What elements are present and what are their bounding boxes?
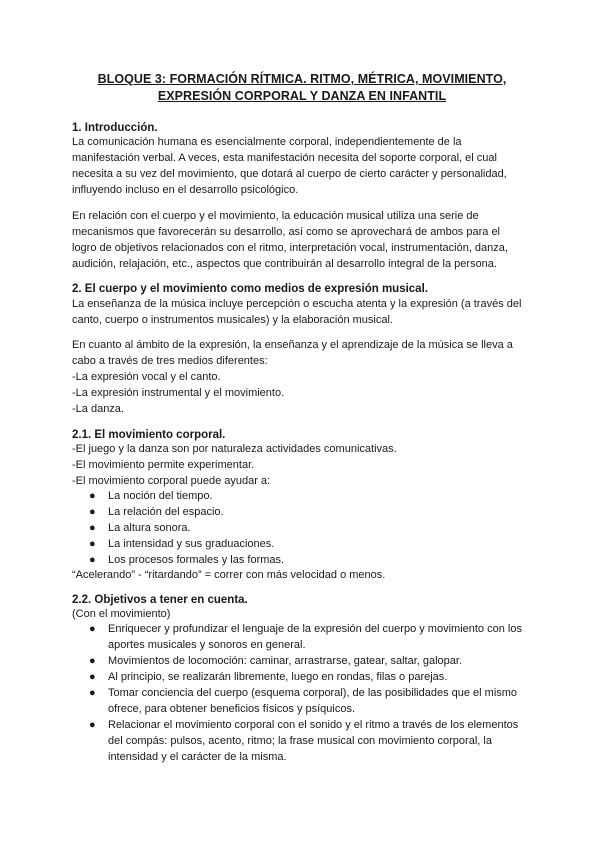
paragraph-line: La comunicación humana es esencialmente corporal, independientemente de la <box>72 136 462 148</box>
paragraph-line: -La expresión vocal y el canto. <box>72 371 221 383</box>
list-item-line: del compás: pulsos, acento, ritmo; la frase musical con movimiento corporal, la <box>108 735 492 747</box>
bullet-icon: ● <box>89 490 96 502</box>
list-item: La intensidad y sus graduaciones. <box>108 538 275 550</box>
list-item: La noción del tiempo. <box>108 490 213 502</box>
section-2-2-heading: 2.2. Objetivos a tener en cuenta. <box>72 594 248 606</box>
paragraph-line: cabo a través de tres medios diferentes: <box>72 355 268 367</box>
paragraph-line: -El movimiento corporal puede ayudar a: <box>72 475 271 487</box>
paragraph-line: canto, cuerpo o instrumentos musicales) y la elaboración musical. <box>72 314 393 326</box>
list-item-line: Al principio, se realizarán libremente, luego en rondas, filas o parejas. <box>108 671 448 683</box>
paragraph-line: necesita a su vez del movimiento, que dotará al cuerpo de cierto carácter y personalidad, <box>72 168 507 180</box>
list-item-line: aportes musicales y sonoros en general. <box>108 639 306 651</box>
document-title-line-1: BLOQUE 3: FORMACIÓN RÍTMICA. RITMO, MÉTRICA, MOVIMIENTO, <box>97 72 507 86</box>
bullet-icon: ● <box>89 506 96 518</box>
paragraph-line: -El juego y la danza son por naturaleza actividades comunicativas. <box>72 443 397 455</box>
bullet-icon: ● <box>89 522 96 534</box>
paragraph-line: (Con el movimiento) <box>72 608 171 620</box>
bullet-icon: ● <box>89 538 96 550</box>
section-2-1-heading: 2.1. El movimiento corporal. <box>72 429 226 441</box>
paragraph-line: “Acelerando” - “ritardando” = correr con más velocidad o menos. <box>72 569 386 581</box>
paragraph-line: manifestación verbal. A veces, esta manifestación necesita del soporte corporal, el cual <box>72 152 497 164</box>
section-1-heading: 1. Introducción. <box>72 122 158 134</box>
paragraph-line: mecanismos que favorecerán su desarrollo, así como se aprovechará de ambos para el <box>72 226 501 238</box>
paragraph-line: -El movimiento permite experimentar. <box>72 459 255 471</box>
list-item: La altura sonora. <box>108 522 191 534</box>
list-item-line: Movimientos de locomoción: caminar, arrastrarse, gatear, saltar, galopar. <box>108 655 463 667</box>
list-item-line: intensidad y el carácter de la misma. <box>108 751 287 763</box>
bullet-icon: ● <box>89 671 96 683</box>
list-item: Los procesos formales y las formas. <box>108 554 285 566</box>
paragraph-line: audición, relajación, etc., aspectos que contribuirán al desarrollo integral de la persona. <box>72 258 497 270</box>
section-2-heading: 2. El cuerpo y el movimiento como medios de expresión musical. <box>72 283 428 295</box>
list-item-line: Enriquecer y profundizar el lenguaje de la expresión del cuerpo y movimiento con los <box>108 623 522 635</box>
list-item-line: ofrece, para obtener beneficios físicos y psíquicos. <box>108 703 356 715</box>
paragraph-line: En cuanto al ámbito de la expresión, la enseñanza y el aprendizaje de la música se lleva a <box>72 339 513 351</box>
list-item-line: Relacionar el movimiento corporal con el sonido y el ritmo a través de los elementos <box>108 719 519 731</box>
paragraph-line: La enseñanza de la música incluye percepción o escucha atenta y la expresión (a través del <box>72 298 522 310</box>
paragraph-line: influyendo incluso en el desarrollo psicológico. <box>72 184 299 196</box>
bullet-icon: ● <box>89 554 96 566</box>
bullet-icon: ● <box>89 719 96 731</box>
document-title-line-2: EXPRESIÓN CORPORAL Y DANZA EN INFANTIL <box>157 89 447 103</box>
paragraph-line: En relación con el cuerpo y el movimiento, la educación musical utiliza una serie de <box>72 210 479 222</box>
paragraph-line: logro de objetivos relacionados con el ritmo, interpretación vocal, instrumentación, danza, <box>72 242 508 254</box>
list-item-line: Tomar conciencia del cuerpo (esquema corporal), de las posibilidades que el mismo <box>108 687 518 699</box>
bullet-icon: ● <box>89 623 96 635</box>
paragraph-line: -La danza. <box>72 403 124 415</box>
list-item: La relación del espacio. <box>108 506 224 518</box>
bullet-icon: ● <box>89 655 96 667</box>
paragraph-line: -La expresión instrumental y el movimiento. <box>72 387 285 399</box>
bullet-icon: ● <box>89 687 96 699</box>
